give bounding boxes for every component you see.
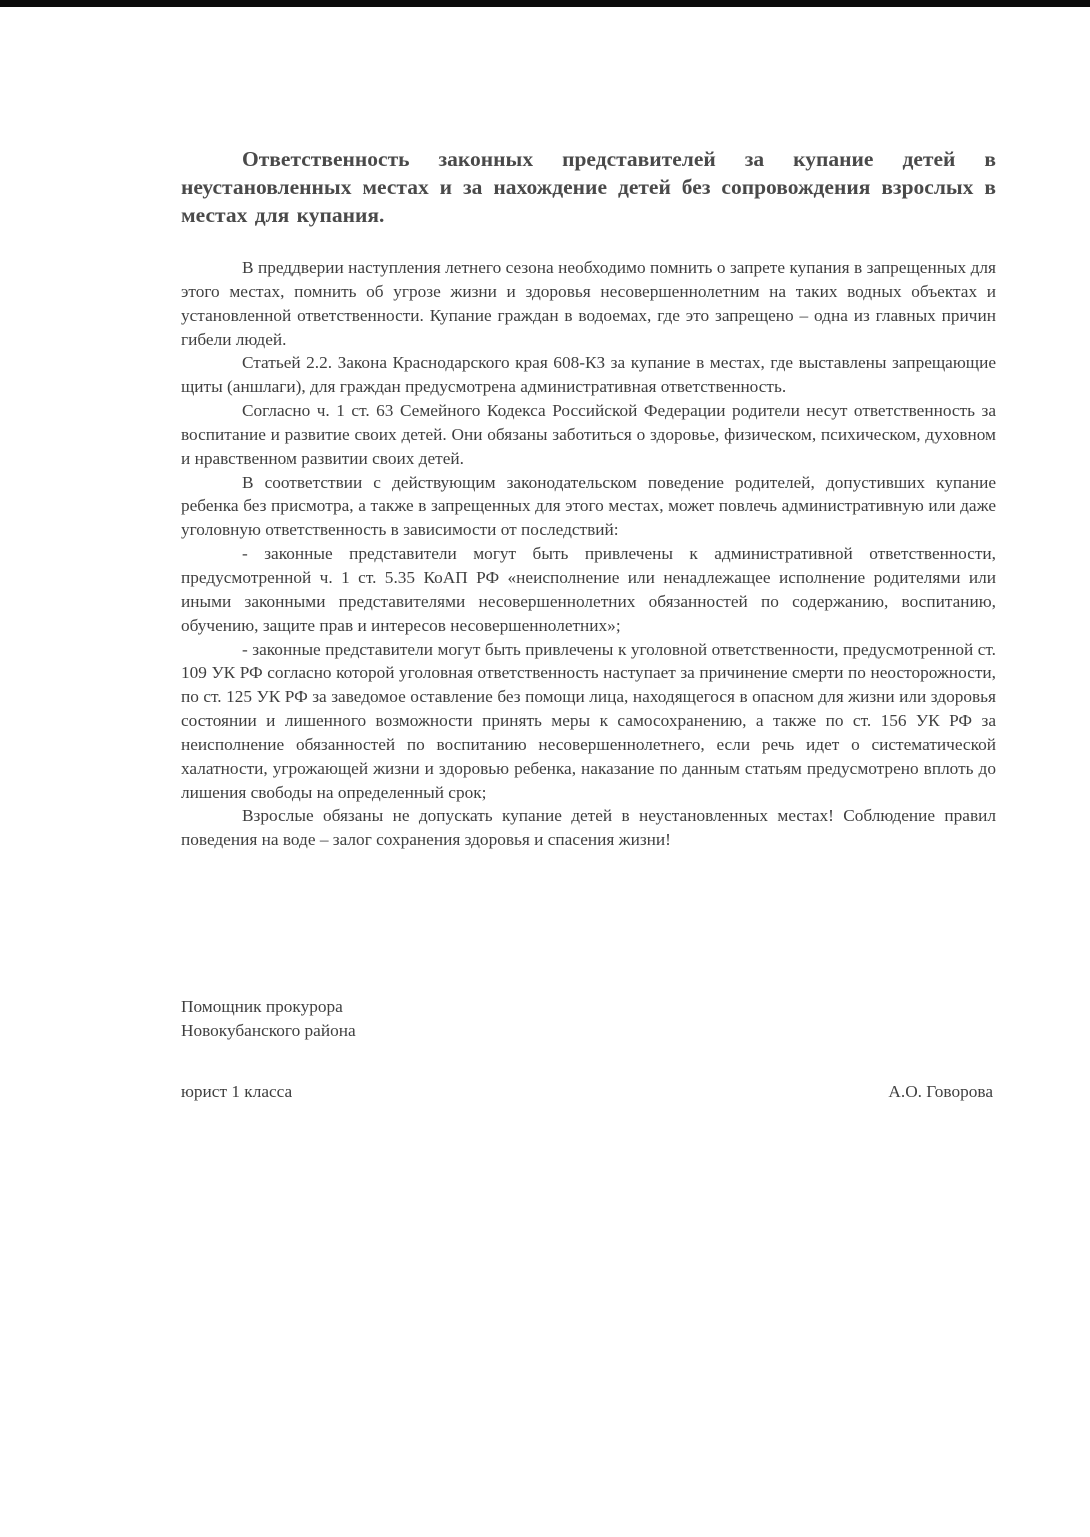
signer-district: Новокубанского района bbox=[181, 1021, 356, 1040]
document-page bbox=[0, 7, 1090, 1537]
paragraph-intro: В преддверии наступления летнего сезона необходимо помнить о запрете купания в запрещенных для этого местах, помнить об угрозе жизни и здоровья несовершеннолетним на таких водных объектах и установленной ответственности. Купание граждан в водоемах, где это запрещено – одна из главных причин гибели людей. bbox=[181, 258, 996, 349]
paragraph-conclusion: Взрослые обязаны не допускать купание детей в неустановленных местах! Соблюдение правил поведения на воде – залог сохранения здоровья и спасения жизни! bbox=[181, 806, 996, 850]
paragraph-liability: В соответствии с действующим законодательском поведение родителей, допустивших купание ребенка без присмотра, а также в запрещенных для этого местах, может повлечь административную или даже уголовную ответственность в зависимости от последствий: bbox=[181, 472, 996, 540]
paragraph-family-code: Согласно ч. 1 ст. 63 Семейного Кодекса Российской Федерации родители несут ответственность за воспитание и развитие своих детей. Они обязаны заботиться о здоровье, физическом, психическом, духовном и нравственном развитии своих детей. bbox=[181, 401, 996, 468]
signature-block bbox=[181, 995, 996, 1101]
signer-rank: юрист 1 класса bbox=[181, 1082, 293, 1101]
signer-name: А.О. Говорова bbox=[888, 1082, 993, 1101]
top-edge-bar bbox=[0, 0, 1090, 7]
signer-position: Помощник прокурора bbox=[181, 997, 343, 1016]
paragraph-regional-law: Статьей 2.2. Закона Краснодарского края 608-КЗ за купание в местах, где выставлены запрещающие щиты (аншлаги), для граждан предусмотрена административная ответственность. bbox=[181, 353, 996, 397]
paragraph-criminal: - законные представители могут быть привлечены к уголовной ответственности, предусмотренной ст. 109 УК РФ согласно которой уголовная ответственность наступает за причинение смерти по неосторожности, по ст. 125 УК РФ за заведомое оставление без помощи лица, находящегося в опасном для жизни или здоровья состоянии и лишенного возможности принять меры к самосохранению, а также по ст. 156 УК РФ за неисполнение обязанностей по воспитанию несовершеннолетнего, если речь идет о систематической халатности, угрожающей жизни и здоровью ребенка, наказание по данным статьям предусмотрено вплоть до лишения свободы на определенный срок; bbox=[181, 639, 996, 802]
document-title: Ответственность законных представителей за купание детей в неустановленных местах и за нахождение детей без сопровождения взрослых в местах для купания. bbox=[181, 147, 996, 227]
document-body bbox=[181, 256, 996, 852]
paragraph-administrative: - законные представители могут быть привлечены к административной ответственности, предусмотренной ч. 1 ст. 5.35 КоАП РФ «неисполнение или ненадлежащее исполнение родителями или иными законными представителями несовершеннолетних обязанностей по содержанию, воспитанию, обучению, защите прав и интересов несовершеннолетних»; bbox=[181, 544, 996, 635]
signature-bottom-row bbox=[181, 1080, 993, 1104]
